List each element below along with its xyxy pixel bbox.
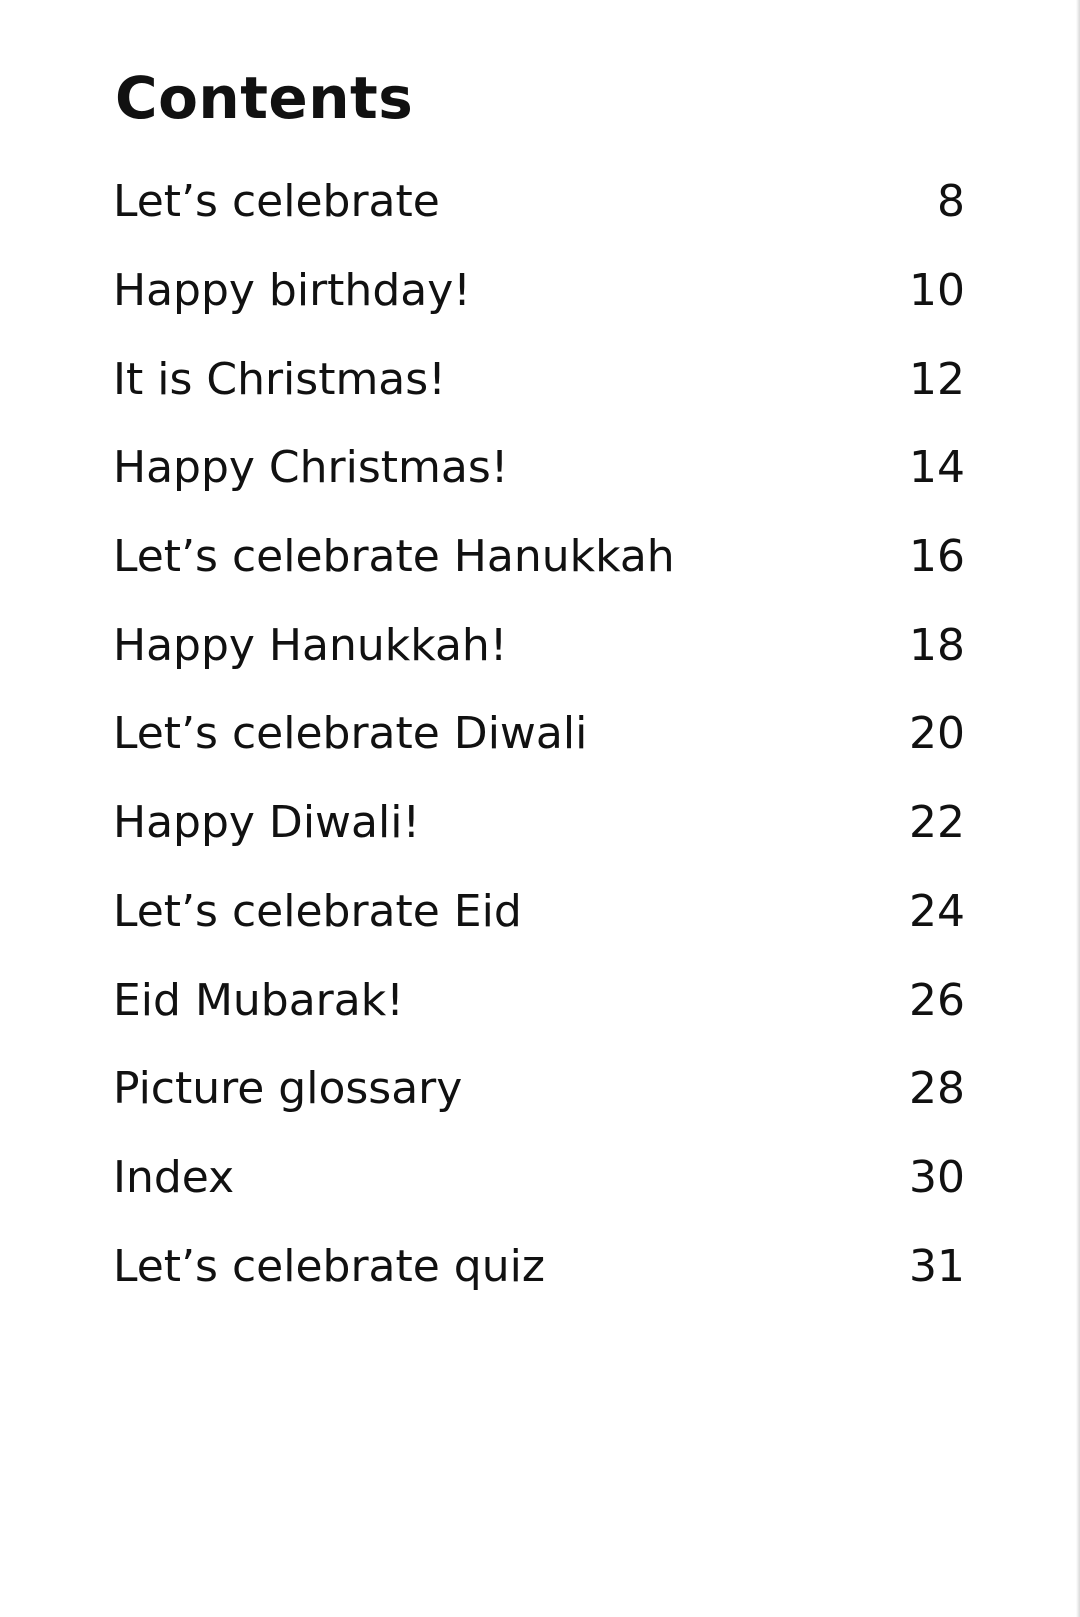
toc-entry-title: Let’s celebrate Eid [113,885,522,937]
toc-entry[interactable] [113,1134,965,1223]
toc-entry-title: Happy birthday! [113,265,471,317]
toc-entry-title: Let’s celebrate Diwali [113,708,588,760]
toc-entry-title: Happy Hanukkah! [113,619,508,671]
toc-entry-page-number: 10 [909,265,965,317]
toc-entry-page-number: 20 [909,708,965,760]
toc-entry-page-number: 16 [909,531,965,583]
toc-entry[interactable] [113,158,965,247]
toc-entry-page-number: 12 [909,353,965,405]
toc-entry[interactable] [113,513,965,602]
page-title: Contents [115,64,414,132]
table-of-contents [113,158,965,1311]
toc-entry-page-number: 26 [909,974,965,1026]
toc-entry[interactable] [113,1222,965,1311]
toc-entry[interactable] [113,335,965,424]
toc-entry-title: Eid Mubarak! [113,974,404,1026]
toc-entry-page-number: 28 [909,1063,965,1115]
toc-entry[interactable] [113,868,965,957]
toc-entry-title: Let’s celebrate quiz [113,1240,545,1292]
toc-entry[interactable] [113,247,965,336]
toc-entry-title: It is Christmas! [113,353,446,405]
toc-entry-page-number: 14 [909,442,965,494]
toc-entry[interactable] [113,601,965,690]
toc-entry-page-number: 8 [937,176,965,228]
toc-entry[interactable] [113,1045,965,1134]
toc-entry[interactable] [113,779,965,868]
toc-entry-page-number: 18 [909,619,965,671]
page-edge-shadow [1076,0,1080,1617]
toc-entry-page-number: 24 [909,885,965,937]
toc-entry[interactable] [113,956,965,1045]
toc-entry-title: Index [113,1151,235,1203]
toc-entry-page-number: 30 [909,1151,965,1203]
toc-entry[interactable] [113,690,965,779]
toc-entry-title: Picture glossary [113,1063,463,1115]
toc-entry-title: Let’s celebrate [113,176,440,228]
toc-entry[interactable] [113,424,965,513]
toc-entry-page-number: 22 [909,797,965,849]
toc-entry-title: Happy Diwali! [113,797,421,849]
toc-entry-page-number: 31 [909,1240,965,1292]
toc-entry-title: Let’s celebrate Hanukkah [113,531,675,583]
toc-entry-title: Happy Christmas! [113,442,509,494]
